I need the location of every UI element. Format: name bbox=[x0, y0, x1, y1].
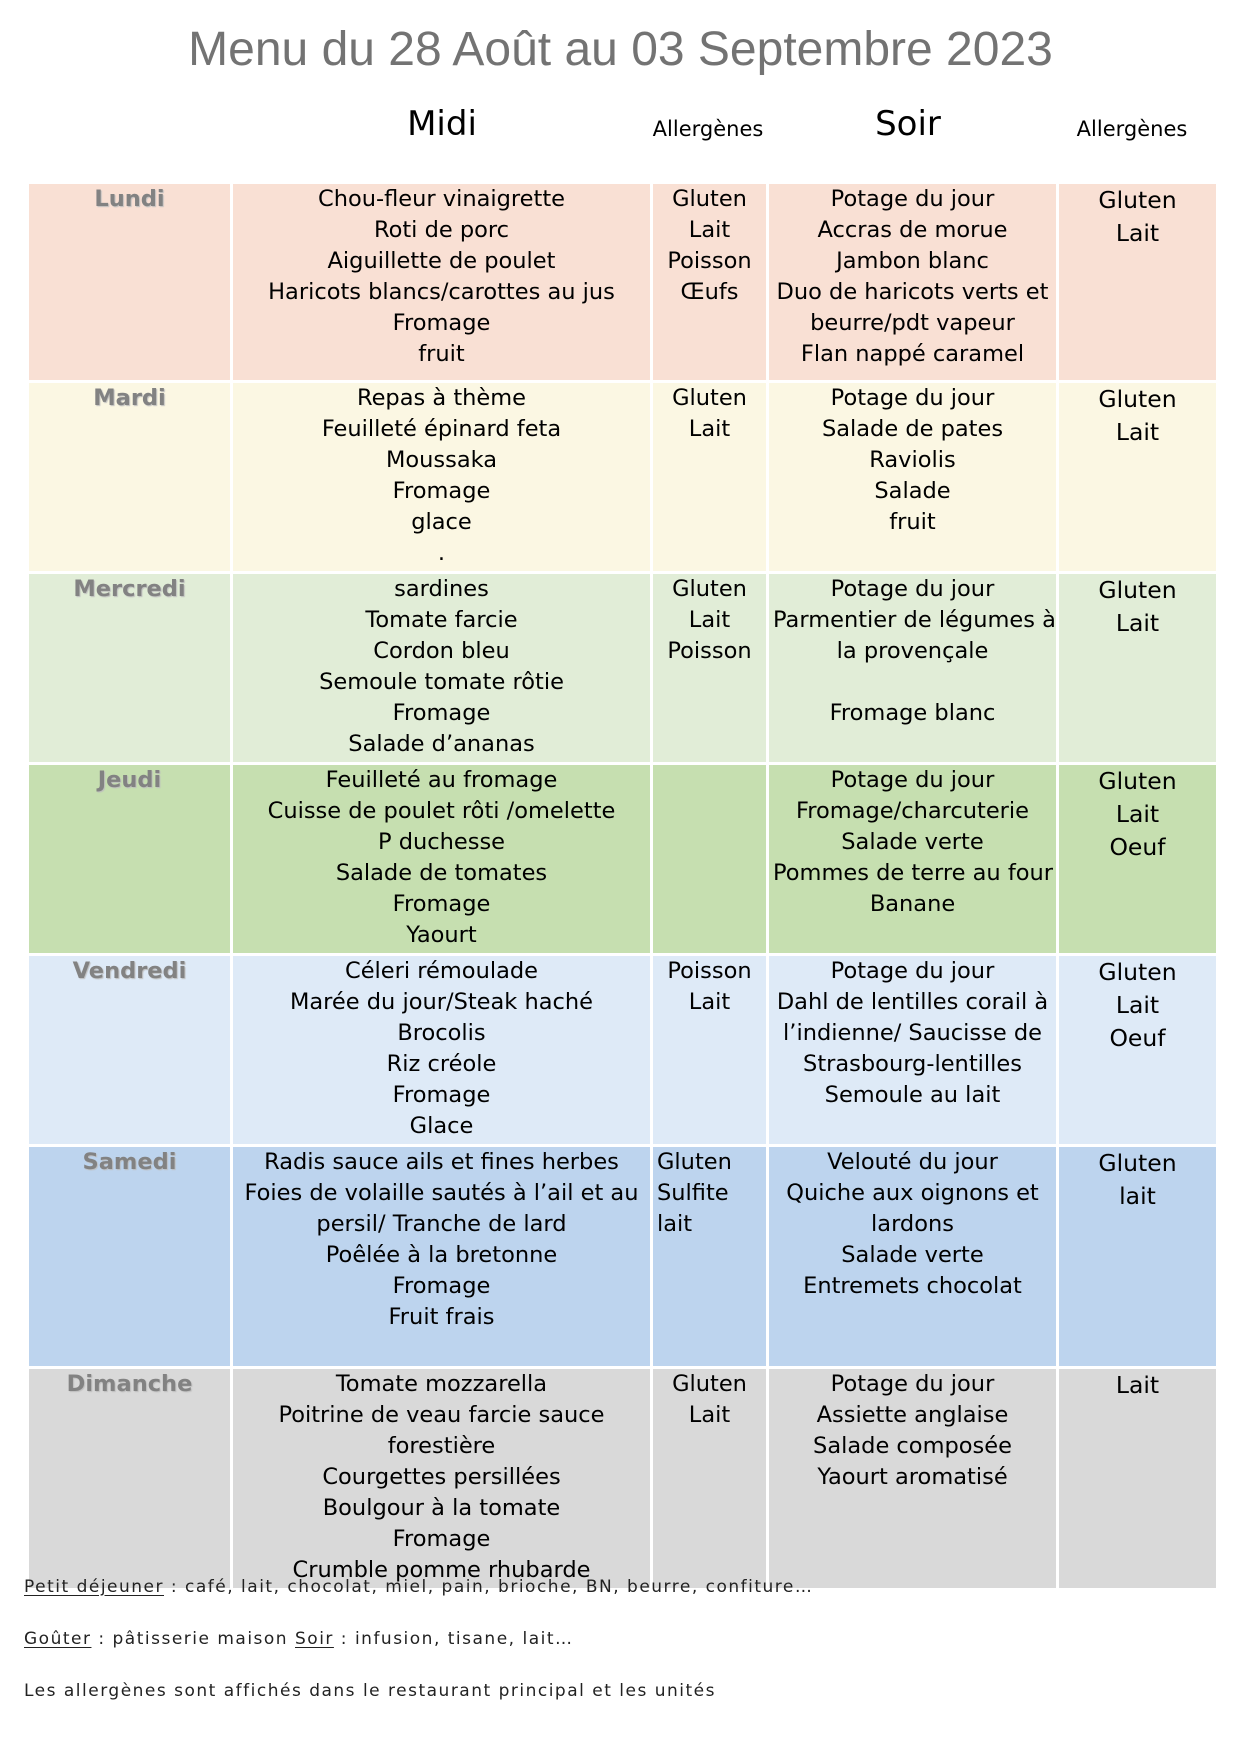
soir-item: Potage du jour bbox=[830, 576, 995, 602]
allergenes-soir-cell bbox=[1058, 1146, 1218, 1368]
soir-item: Potage du jour bbox=[830, 186, 995, 212]
soir-header: Soir bbox=[875, 104, 941, 144]
soir-item: l’indienne/ Saucisse de bbox=[783, 1020, 1042, 1046]
day-name: Dimanche bbox=[28, 1368, 232, 1590]
midi-item: . bbox=[437, 540, 446, 566]
allergenes-midi-item: Gluten bbox=[672, 1371, 747, 1397]
midi-item: sardines bbox=[394, 576, 489, 602]
day-row-mercredi bbox=[28, 573, 1218, 764]
soir-cell bbox=[768, 1146, 1058, 1368]
day-row-samedi bbox=[28, 1146, 1218, 1368]
midi-item: Moussaka bbox=[385, 447, 498, 473]
midi-item: Radis sauce ails et fines herbes bbox=[264, 1149, 619, 1175]
midi-item: Poitrine de veau farcie sauce bbox=[278, 1402, 605, 1428]
allergenes-midi-item: Poisson bbox=[667, 638, 752, 664]
midi-item: Semoule tomate rôtie bbox=[319, 669, 564, 695]
midi-item: Fromage bbox=[392, 1273, 491, 1299]
soir-item: Potage du jour bbox=[830, 385, 995, 411]
allergenes-soir-header: Allergènes bbox=[1076, 117, 1188, 141]
midi-cell bbox=[232, 183, 652, 382]
midi-item: Brocolis bbox=[397, 1020, 486, 1046]
soir-item: Velouté du jour bbox=[827, 1149, 998, 1175]
allergenes-soir-item: lait bbox=[1119, 1182, 1156, 1210]
midi-item: Fromage bbox=[392, 1082, 491, 1108]
midi-item: glace bbox=[411, 509, 472, 535]
midi-item: Roti de porc bbox=[373, 217, 510, 243]
midi-item: Crumble pomme rhubarde bbox=[292, 1557, 591, 1583]
midi-item: Fromage bbox=[392, 1526, 491, 1552]
day-name: Mercredi bbox=[28, 573, 232, 764]
midi-item: forestière bbox=[387, 1433, 496, 1459]
day-name: Mardi bbox=[28, 382, 232, 573]
midi-item: Fromage bbox=[392, 891, 491, 917]
midi-item: Chou-fleur vinaigrette bbox=[317, 186, 566, 212]
midi-item: Tomate mozzarella bbox=[335, 1371, 548, 1397]
midi-item: Poêlée à la bretonne bbox=[325, 1242, 558, 1268]
soir-text: : infusion, tisane, lait… bbox=[333, 1629, 574, 1649]
soir-item: Accras de morue bbox=[817, 217, 1008, 243]
page-title: Menu du 28 Août au 03 Septembre 2023 bbox=[188, 23, 1053, 76]
midi-item: Fromage bbox=[392, 478, 491, 504]
soir-item: Jambon blanc bbox=[836, 248, 989, 274]
soir-item: beurre/pdt vapeur bbox=[810, 310, 1015, 336]
midi-cell bbox=[232, 1368, 652, 1590]
footer-allergenes-note: Les allergènes sont affichés dans le restaurant principal et les unités bbox=[24, 1681, 716, 1701]
soir-item: Salade composée bbox=[813, 1433, 1012, 1459]
soir-item: Potage du jour bbox=[830, 767, 995, 793]
petit-dejeuner-text: : café, lait, chocolat, miel, pain, brioche, BN, beurre, confiture… bbox=[164, 1577, 814, 1597]
day-row-jeudi bbox=[28, 764, 1218, 955]
allergenes-midi-cell bbox=[652, 1368, 768, 1590]
midi-item: Céleri rémoulade bbox=[344, 958, 538, 984]
soir-item: Duo de haricots verts et bbox=[776, 279, 1049, 305]
soir-item: Strasbourg-lentilles bbox=[803, 1051, 1022, 1077]
allergenes-soir-item: Gluten bbox=[1098, 385, 1177, 413]
midi-item: Foies de volaille sautés à l’ail et au bbox=[244, 1180, 639, 1206]
soir-item: Yaourt aromatisé bbox=[817, 1464, 1008, 1490]
soir-item: Raviolis bbox=[869, 447, 956, 473]
midi-cell bbox=[232, 1146, 652, 1368]
menu-table-body bbox=[28, 183, 1218, 1590]
petit-dejeuner-label: Petit déjeuner bbox=[24, 1577, 164, 1597]
footer-petit-dejeuner bbox=[24, 1577, 813, 1597]
midi-item: Cordon bleu bbox=[373, 638, 510, 664]
allergenes-midi-header: Allergènes bbox=[652, 117, 764, 141]
midi-header: Midi bbox=[407, 104, 477, 144]
soir-item: Semoule au lait bbox=[824, 1082, 1001, 1108]
midi-cell bbox=[232, 573, 652, 764]
midi-item: Courgettes persillées bbox=[322, 1464, 561, 1490]
soir-item: la provençale bbox=[836, 638, 989, 664]
allergenes-midi-item: Gluten bbox=[672, 385, 747, 411]
allergenes-midi-item: Lait bbox=[688, 416, 731, 442]
midi-item: fruit bbox=[418, 341, 465, 367]
allergenes-midi-cell bbox=[652, 955, 768, 1146]
allergenes-midi-item: Poisson bbox=[667, 958, 752, 984]
allergenes-midi-cell bbox=[652, 382, 768, 573]
allergenes-midi-item: Gluten bbox=[672, 576, 747, 602]
allergenes-midi-cell bbox=[652, 573, 768, 764]
midi-item: Boulgour à la tomate bbox=[322, 1495, 561, 1521]
soir-item: Potage du jour bbox=[830, 1371, 995, 1397]
midi-item: Marée du jour/Steak haché bbox=[289, 989, 594, 1015]
allergenes-midi-item: lait bbox=[657, 1211, 693, 1237]
midi-item: Fruit frais bbox=[388, 1304, 495, 1330]
soir-item: Potage du jour bbox=[830, 958, 995, 984]
soir-item: Fromage/charcuterie bbox=[795, 798, 1030, 824]
soir-item: Salade de pates bbox=[821, 416, 1004, 442]
allergenes-midi-item: Lait bbox=[688, 1402, 731, 1428]
soir-item: Fromage blanc bbox=[829, 700, 996, 726]
soir-cell bbox=[768, 764, 1058, 955]
day-name: Vendredi bbox=[28, 955, 232, 1146]
allergenes-soir-item: Gluten bbox=[1098, 186, 1177, 214]
day-name: Samedi bbox=[28, 1146, 232, 1368]
allergenes-midi-item: Lait bbox=[688, 989, 731, 1015]
soir-item: fruit bbox=[889, 509, 936, 535]
midi-cell bbox=[232, 955, 652, 1146]
allergenes-soir-cell bbox=[1058, 382, 1218, 573]
midi-item: Yaourt bbox=[406, 922, 477, 948]
allergenes-midi-item: Lait bbox=[688, 217, 731, 243]
allergenes-soir-cell bbox=[1058, 955, 1218, 1146]
midi-item: Feuilleté épinard feta bbox=[321, 416, 562, 442]
allergenes-soir-item: Lait bbox=[1115, 418, 1160, 446]
midi-item: Fromage bbox=[392, 700, 491, 726]
soir-item: Quiche aux oignons et bbox=[786, 1180, 1039, 1206]
soir-item: Entremets chocolat bbox=[803, 1273, 1022, 1299]
allergenes-soir-cell bbox=[1058, 183, 1218, 382]
allergenes-soir-item: Lait bbox=[1115, 609, 1160, 637]
gouter-label: Goûter bbox=[24, 1629, 92, 1649]
day-row-vendredi bbox=[28, 955, 1218, 1146]
midi-item: persil/ Tranche de lard bbox=[316, 1211, 567, 1237]
allergenes-soir-cell bbox=[1058, 764, 1218, 955]
soir-item: Dahl de lentilles corail à bbox=[776, 989, 1049, 1015]
soir-item: Salade bbox=[874, 478, 951, 504]
allergenes-midi-item: Gluten bbox=[657, 1149, 732, 1175]
midi-item: Haricots blancs/carottes au jus bbox=[268, 279, 615, 305]
midi-item: Salade de tomates bbox=[335, 860, 548, 886]
allergenes-soir-item: Gluten bbox=[1098, 576, 1177, 604]
day-row-lundi bbox=[28, 183, 1218, 382]
allergenes-midi-item: Gluten bbox=[672, 186, 747, 212]
soir-item bbox=[773, 667, 1052, 698]
allergenes-midi-item: Lait bbox=[688, 607, 731, 633]
soir-item: Pommes de terre au four bbox=[773, 860, 1054, 886]
footer-gouter-soir bbox=[24, 1629, 574, 1649]
allergenes-soir-cell bbox=[1058, 573, 1218, 764]
soir-item: Salade verte bbox=[841, 829, 984, 855]
midi-item: Salade d’ananas bbox=[348, 731, 535, 757]
midi-item: Aiguillette de poulet bbox=[327, 248, 556, 274]
midi-item: Cuisse de poulet rôti /omelette bbox=[267, 798, 616, 824]
soir-item: lardons bbox=[871, 1211, 954, 1237]
allergenes-soir-item: Gluten bbox=[1098, 1149, 1177, 1177]
allergenes-soir-item: Lait bbox=[1115, 219, 1160, 247]
allergenes-soir-item: Lait bbox=[1115, 800, 1160, 828]
allergenes-midi-item: Œufs bbox=[680, 279, 739, 305]
menu-table bbox=[26, 181, 1219, 1591]
day-row-dimanche bbox=[28, 1368, 1218, 1590]
gouter-text: : pâtisserie maison bbox=[91, 1629, 295, 1649]
soir-cell bbox=[768, 382, 1058, 573]
soir-item: Banane bbox=[869, 891, 956, 917]
allergenes-soir-cell bbox=[1058, 1368, 1218, 1590]
soir-item: Assiette anglaise bbox=[816, 1402, 1009, 1428]
midi-item: P duchesse bbox=[377, 829, 506, 855]
soir-item: Salade verte bbox=[841, 1242, 984, 1268]
allergenes-soir-item: Lait bbox=[1115, 1371, 1160, 1399]
soir-label: Soir bbox=[295, 1629, 334, 1649]
midi-item: Repas à thème bbox=[356, 385, 527, 411]
midi-item: Fromage bbox=[392, 310, 491, 336]
allergenes-midi-cell bbox=[652, 183, 768, 382]
midi-item: Feuilleté au fromage bbox=[325, 767, 558, 793]
soir-item: Flan nappé caramel bbox=[800, 341, 1025, 367]
soir-cell bbox=[768, 955, 1058, 1146]
day-name: Lundi bbox=[28, 183, 232, 382]
day-name: Jeudi bbox=[28, 764, 232, 955]
midi-cell bbox=[232, 382, 652, 573]
allergenes-soir-item: Gluten bbox=[1098, 767, 1177, 795]
soir-cell bbox=[768, 1368, 1058, 1590]
soir-item: Parmentier de légumes à bbox=[773, 607, 1056, 633]
allergenes-soir-item: Lait bbox=[1115, 991, 1160, 1019]
allergenes-midi-item: Poisson bbox=[667, 248, 752, 274]
allergenes-midi-item: Sulfite bbox=[657, 1180, 729, 1206]
soir-cell bbox=[768, 183, 1058, 382]
soir-cell bbox=[768, 573, 1058, 764]
midi-cell bbox=[232, 764, 652, 955]
allergenes-midi-cell bbox=[652, 764, 768, 955]
midi-item: Riz créole bbox=[386, 1051, 497, 1077]
day-row-mardi bbox=[28, 382, 1218, 573]
allergenes-soir-item: Oeuf bbox=[1109, 1024, 1166, 1052]
allergenes-soir-item: Gluten bbox=[1098, 958, 1177, 986]
allergenes-midi-cell bbox=[652, 1146, 768, 1368]
allergenes-soir-item: Oeuf bbox=[1109, 833, 1166, 861]
midi-item: Tomate farcie bbox=[365, 607, 518, 633]
midi-item: Glace bbox=[409, 1113, 474, 1139]
